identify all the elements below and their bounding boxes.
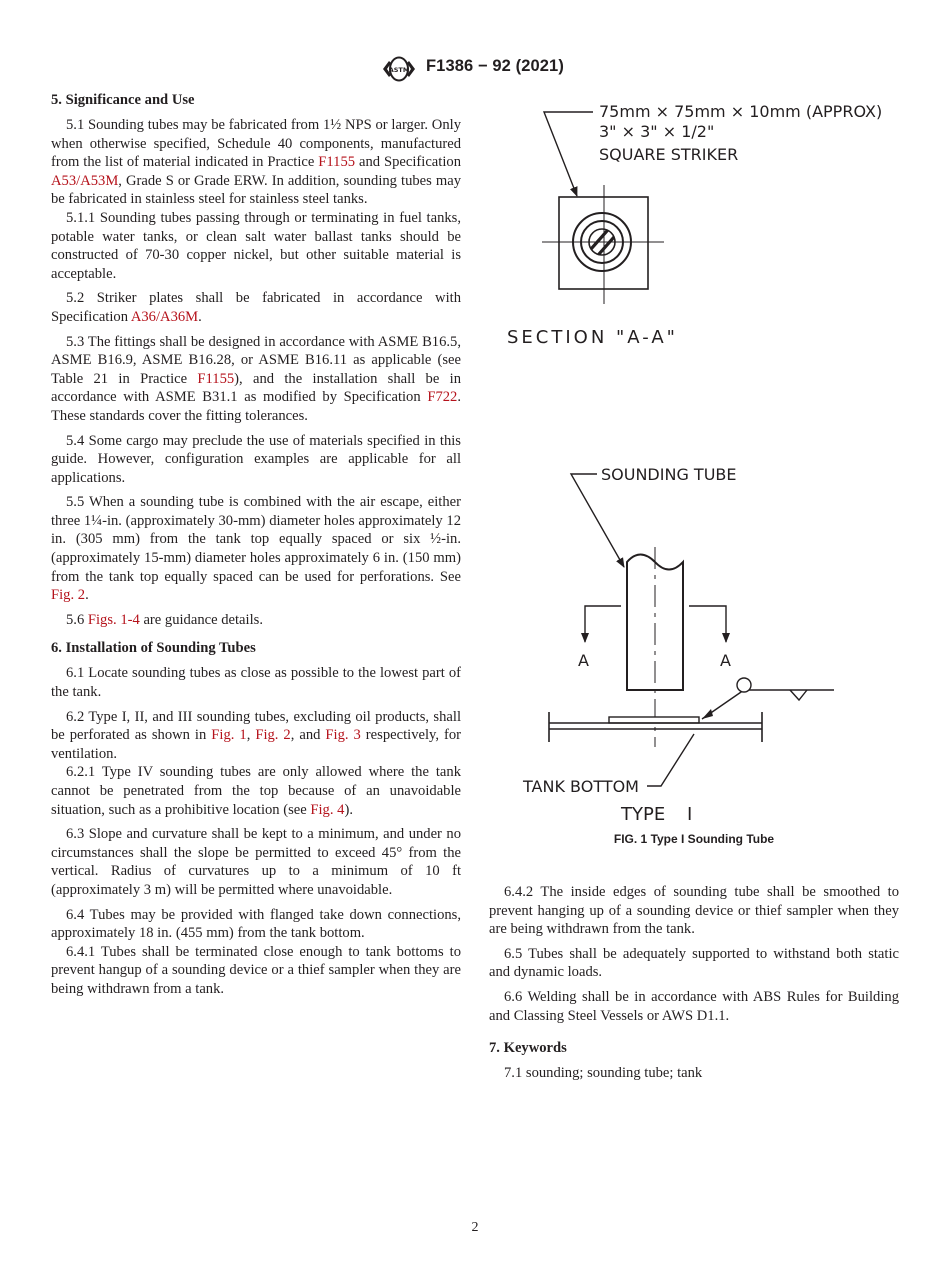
paragraph-5-4: 5.4 Some cargo may preclude the use of materials specified in this guide. However, configuration examples are applicable for all applications.	[51, 432, 461, 486]
sounding-tube-label: SOUNDING TUBE	[601, 465, 737, 484]
striker-dimensions-imperial: 3" × 3" × 1/2"	[599, 122, 715, 141]
paragraph-6-3: 6.3 Slope and curvature shall be kept to a minimum, and under no circumstances shall the slope be permitted to exceed 45° from the vertical. Radius of curvatures up to a minimum of 10 ft (approximately 3 m) will be permitted where unavoidable.	[51, 826, 461, 898]
paragraph-6-1: 6.1 Locate sounding tubes as close as possible to the lowest part of the tank.	[51, 665, 461, 701]
section-a-a-label: SECTION "A-A"	[507, 327, 678, 348]
paragraph-5-3: 5.3 The fittings shall be designed in accordance with ASME B16.5, ASME B16.9, ASME B16.28, or ASME B16.11 as applicable (see Table 21 in Practice F1155), and the installation shall be in accordance with ASME B31.1 as modified by Specification F722. These standards cover the fitting tolerances.	[51, 333, 461, 424]
paragraph-5-1-1: 5.1.1 Sounding tubes passing through or terminating in fuel tanks, potable water tanks, or clean salt water ballast tanks should be constructed of 70-30 copper nickel, but other suitable material is acceptable.	[51, 209, 461, 282]
striker-label-group	[599, 102, 882, 164]
tank-bottom-leader-line	[647, 734, 694, 786]
link-fig-4[interactable]: Fig. 4	[310, 801, 345, 818]
cut-label-right: A	[720, 651, 731, 670]
document-designation: F1386 − 92 (2021)	[426, 57, 564, 75]
cut-line-right	[689, 606, 726, 642]
link-a36[interactable]: A36/A36M	[130, 308, 199, 325]
paragraph-5-5: 5.5 When a sounding tube is combined with the air escape, either three 1¼-in. (approximately 30-mm) diameter holes approximately 12 in. (305 mm) from the tank top equally spaced or six ½-in. (approximately 15-mm) diameter holes approximately 6 in. (150 mm) from the tank top equally spaced can be used for perforations. See Fig. 2.	[51, 494, 461, 604]
striker-plate-elevation	[609, 717, 699, 723]
figure-1-caption: FIG. 1 Type I Sounding Tube	[613, 832, 775, 846]
paragraph-6-6: 6.6 Welding shall be in accordance with ABS Rules for Building and Classing Steel Vessels or AWS D1.1.	[489, 988, 899, 1024]
striker-type: SQUARE STRIKER	[599, 145, 739, 164]
cut-line-left	[585, 606, 621, 642]
tube-leader-line	[571, 474, 624, 567]
type-label: TYPE I	[621, 804, 693, 825]
page-number: 2	[471, 1220, 479, 1235]
tank-bottom-label: TANK BOTTOM	[523, 777, 639, 796]
link-fig-1[interactable]: Fig. 1	[211, 727, 247, 744]
link-a53[interactable]: A53/A53M	[51, 172, 119, 189]
section-7-title: 7. Keywords	[489, 1040, 567, 1057]
weld-symbol	[702, 678, 834, 719]
logo-text: ASTM	[388, 66, 410, 74]
striker-dimensions-metric: 75mm × 75mm × 10mm (APPROX)	[599, 102, 883, 121]
link-figs-1-4[interactable]: Figs. 1-4	[87, 611, 140, 628]
astm-logo	[380, 56, 418, 82]
paragraph-6-4-2: 6.4.2 The inside edges of sounding tube shall be smoothed to prevent hanging up of a sounding device or thief sampler when they are being withdrawn from the tank.	[489, 884, 899, 938]
link-fig-3[interactable]: Fig. 3	[325, 727, 361, 744]
paragraph-6-4: 6.4 Tubes may be provided with flanged take down connections, approximately 18 in. (455 mm) from the tank bottom.	[51, 906, 461, 942]
paragraph-7-1: 7.1 sounding; sounding tube; tank	[504, 1065, 703, 1082]
cut-label-left: A	[578, 651, 589, 670]
paragraph-5-6: 5.6 Figs. 1-4 are guidance details.	[66, 611, 263, 628]
paragraph-6-2-1: 6.2.1 Type IV sounding tubes are only allowed where the tank cannot be penetrated from the top because of an unavoidable situation, such as a prohibitive location (see Fig. 4).	[51, 764, 461, 818]
paragraph-5-1: 5.1 Sounding tubes may be fabricated from 1½ NPS or larger. Only when otherwise specified, Schedule 40 components, manufactured from the list of material indicated in Practice F1155 and Specification A53/A53M, Grade S or Grade ERW. In addition, sounding tubes may be fabricated in stainless steel for stainless steel tanks.	[51, 117, 461, 208]
link-fig-2[interactable]: Fig. 2	[255, 727, 291, 744]
section-5-title: 5. Significance and Use	[51, 92, 195, 108]
link-f722[interactable]: F722	[427, 389, 458, 406]
link-fig-2[interactable]: Fig. 2	[51, 587, 86, 604]
figure-1	[489, 92, 909, 862]
section-6-title: 6. Installation of Sounding Tubes	[51, 640, 256, 657]
paragraph-6-4-1: 6.4.1 Tubes shall be terminated close enough to tank bottoms to prevent hangup of a sounding device or a thief sampler when they are being withdrawn from a tank.	[51, 943, 461, 997]
paragraph-6-2: 6.2 Type I, II, and III sounding tubes, excluding oil products, shall be perforated as shown in Fig. 1, Fig. 2, and Fig. 3 respectively, for ventilation.	[51, 708, 462, 762]
link-f1155[interactable]: F1155	[197, 370, 235, 387]
figure-1-drawing	[489, 92, 909, 832]
page-header	[0, 56, 950, 82]
striker-leader-line	[544, 112, 593, 196]
right-column-text	[489, 883, 899, 1083]
link-f1155[interactable]: F1155	[318, 154, 356, 171]
left-column	[51, 91, 461, 999]
paragraph-5-2: 5.2 Striker plates shall be fabricated in accordance with Specification A36/A36M.	[51, 290, 461, 325]
paragraph-6-5: 6.5 Tubes shall be adequately supported to withstand both static and dynamic loads.	[489, 945, 899, 981]
